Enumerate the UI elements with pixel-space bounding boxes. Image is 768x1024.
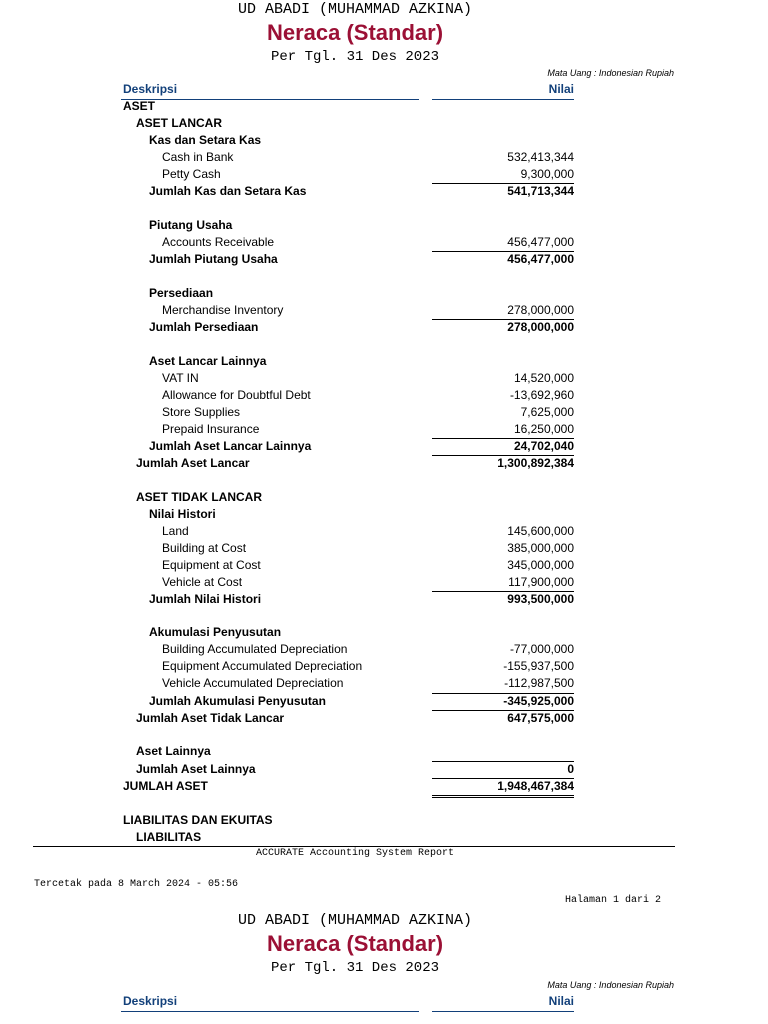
column-header-description-page2: Deskripsi	[123, 994, 178, 1008]
row-jumlah-aset-lainnya	[0, 762, 768, 779]
row-nilai-histori	[0, 507, 768, 524]
row-liabilitas	[0, 830, 768, 847]
row-value: 0	[567, 762, 574, 776]
footer-divider	[33, 846, 675, 847]
row-label: LIABILITAS	[136, 830, 202, 844]
row-aset-lainnya	[0, 744, 768, 761]
row-value: -77,000,000	[509, 642, 574, 656]
row-value: 117,900,000	[508, 575, 574, 589]
row-value: 1,948,467,384	[497, 779, 574, 793]
company-name: UD ABADI (MUHAMMAD AZKINA)	[237, 1, 473, 18]
row-value: -345,925,000	[503, 694, 574, 708]
column-header-value: Nilai	[548, 82, 574, 96]
currency-label: Mata Uang : Indonesian Rupiah	[547, 68, 674, 78]
row-label: Jumlah Aset Lainnya	[136, 762, 256, 776]
row-value: 278,000,000	[507, 303, 574, 317]
row-aset-lancar-lainnya	[0, 354, 768, 371]
row-label: Jumlah Aset Lancar Lainnya	[149, 439, 312, 453]
row-label: LIABILITAS DAN EKUITAS	[123, 813, 273, 827]
row-land	[0, 524, 768, 541]
row-label: Jumlah Akumulasi Penyusutan	[149, 694, 326, 708]
report-period: Per Tgl. 31 Des 2023	[270, 49, 440, 65]
row-label: ASET LANCAR	[136, 116, 222, 130]
row-value: 456,477,000	[507, 252, 574, 266]
row-liabilitas-ekuitas	[0, 813, 768, 830]
report-title: Neraca (Standar)	[266, 20, 444, 45]
row-value: 541,713,344	[507, 184, 574, 198]
row-label: Prepaid Insurance	[162, 422, 260, 436]
row-label: Cash in Bank	[162, 150, 234, 164]
row-label: Jumlah Nilai Histori	[149, 592, 262, 606]
row-aset-tidak-lancar	[0, 490, 768, 507]
row-vat-in	[0, 371, 768, 388]
row-jumlah-persediaan	[0, 320, 768, 337]
row-equipment-accum-depreciation	[0, 659, 768, 676]
row-label: Petty Cash	[162, 167, 221, 181]
company-name-page2: UD ABADI (MUHAMMAD AZKINA)	[237, 912, 473, 929]
row-jumlah-nilai-histori	[0, 592, 768, 609]
row-label: Equipment at Cost	[162, 558, 261, 572]
row-jumlah-aset-lancar	[0, 456, 768, 473]
row-jumlah-kas	[0, 184, 768, 201]
row-prepaid-insurance	[0, 422, 768, 439]
row-kas-setara-kas	[0, 133, 768, 150]
row-label: Jumlah Persediaan	[149, 320, 259, 334]
row-label: Vehicle at Cost	[162, 575, 243, 589]
row-label: Accounts Receivable	[162, 235, 275, 249]
row-label: VAT IN	[162, 371, 199, 385]
total-double-rule	[432, 795, 574, 796]
row-label: Piutang Usaha	[149, 218, 233, 232]
row-value: 14,520,000	[513, 371, 574, 385]
row-petty-cash	[0, 167, 768, 184]
row-label: Nilai Histori	[149, 507, 216, 521]
row-label: Land	[162, 524, 189, 538]
row-value: 993,500,000	[507, 592, 574, 606]
row-jumlah-piutang	[0, 252, 768, 269]
row-label: Building at Cost	[162, 541, 247, 555]
total-double-rule	[432, 797, 574, 798]
footer-page-number: Halaman 1 dari 2	[564, 895, 661, 906]
row-value: 647,575,000	[507, 711, 574, 725]
row-label: Persediaan	[149, 286, 214, 300]
row-value: 145,600,000	[507, 524, 574, 538]
row-value: 1,300,892,384	[497, 456, 574, 470]
row-value: -155,937,500	[503, 659, 574, 673]
row-value: 532,413,344	[507, 150, 574, 164]
row-label: Building Accumulated Depreciation	[162, 642, 348, 656]
row-akumulasi-penyusutan	[0, 625, 768, 642]
report-period-page2: Per Tgl. 31 Des 2023	[270, 960, 440, 976]
row-label: Store Supplies	[162, 405, 241, 419]
row-jumlah-aset	[0, 779, 768, 796]
header-underline-description-page2	[121, 1011, 419, 1012]
column-header-value-page2: Nilai	[548, 994, 574, 1008]
row-aset-lancar	[0, 116, 768, 133]
row-building-accum-depreciation	[0, 642, 768, 659]
row-label: Kas dan Setara Kas	[149, 133, 262, 147]
row-value: 7,625,000	[520, 405, 574, 419]
row-value: 345,000,000	[507, 558, 574, 572]
row-label: Jumlah Aset Lancar	[136, 456, 250, 470]
row-value: 456,477,000	[507, 235, 574, 249]
column-header-description: Deskripsi	[123, 82, 178, 96]
row-value: 24,702,040	[513, 439, 574, 453]
row-store-supplies	[0, 405, 768, 422]
row-label: JUMLAH ASET	[123, 779, 208, 793]
row-label: Aset Lancar Lainnya	[149, 354, 267, 368]
row-cash-in-bank	[0, 150, 768, 167]
row-allowance-doubtful-debt	[0, 388, 768, 405]
row-label: Akumulasi Penyusutan	[149, 625, 282, 639]
header-underline-value-page2	[432, 1011, 574, 1012]
row-persediaan	[0, 286, 768, 303]
footer-printed-date: Tercetak pada 8 March 2024 - 05:56	[34, 879, 239, 890]
row-label: Jumlah Piutang Usaha	[149, 252, 278, 266]
row-value: -13,692,960	[509, 388, 574, 402]
row-jumlah-akumulasi-penyusutan	[0, 694, 768, 711]
report-title-page2: Neraca (Standar)	[266, 931, 444, 956]
row-building-at-cost	[0, 541, 768, 558]
currency-label-page2: Mata Uang : Indonesian Rupiah	[547, 980, 674, 990]
row-jumlah-aset-lancar-lainnya	[0, 439, 768, 456]
row-vehicle-accum-depreciation	[0, 676, 768, 693]
row-label: Merchandise Inventory	[162, 303, 284, 317]
row-accounts-receivable	[0, 235, 768, 252]
row-value: -112,987,500	[504, 676, 574, 690]
row-label: Jumlah Kas dan Setara Kas	[149, 184, 307, 198]
footer-system-label: ACCURATE Accounting System Report	[255, 848, 455, 859]
row-equipment-at-cost	[0, 558, 768, 575]
row-label: Equipment Accumulated Depreciation	[162, 659, 363, 673]
row-label: Vehicle Accumulated Depreciation	[162, 676, 344, 690]
row-aset	[0, 99, 768, 116]
row-label: Aset Lainnya	[136, 744, 211, 758]
row-piutang-usaha	[0, 218, 768, 235]
row-merchandise-inventory	[0, 303, 768, 320]
row-value: 278,000,000	[507, 320, 574, 334]
row-jumlah-aset-tidak-lancar	[0, 711, 768, 728]
row-label: ASET TIDAK LANCAR	[136, 490, 262, 504]
row-label: ASET	[123, 99, 156, 113]
row-value: 9,300,000	[520, 167, 574, 181]
row-value: 385,000,000	[507, 541, 574, 555]
row-label: Allowance for Doubtful Debt	[162, 388, 311, 402]
row-vehicle-at-cost	[0, 575, 768, 592]
row-value: 16,250,000	[513, 422, 574, 436]
row-label: Jumlah Aset Tidak Lancar	[136, 711, 285, 725]
